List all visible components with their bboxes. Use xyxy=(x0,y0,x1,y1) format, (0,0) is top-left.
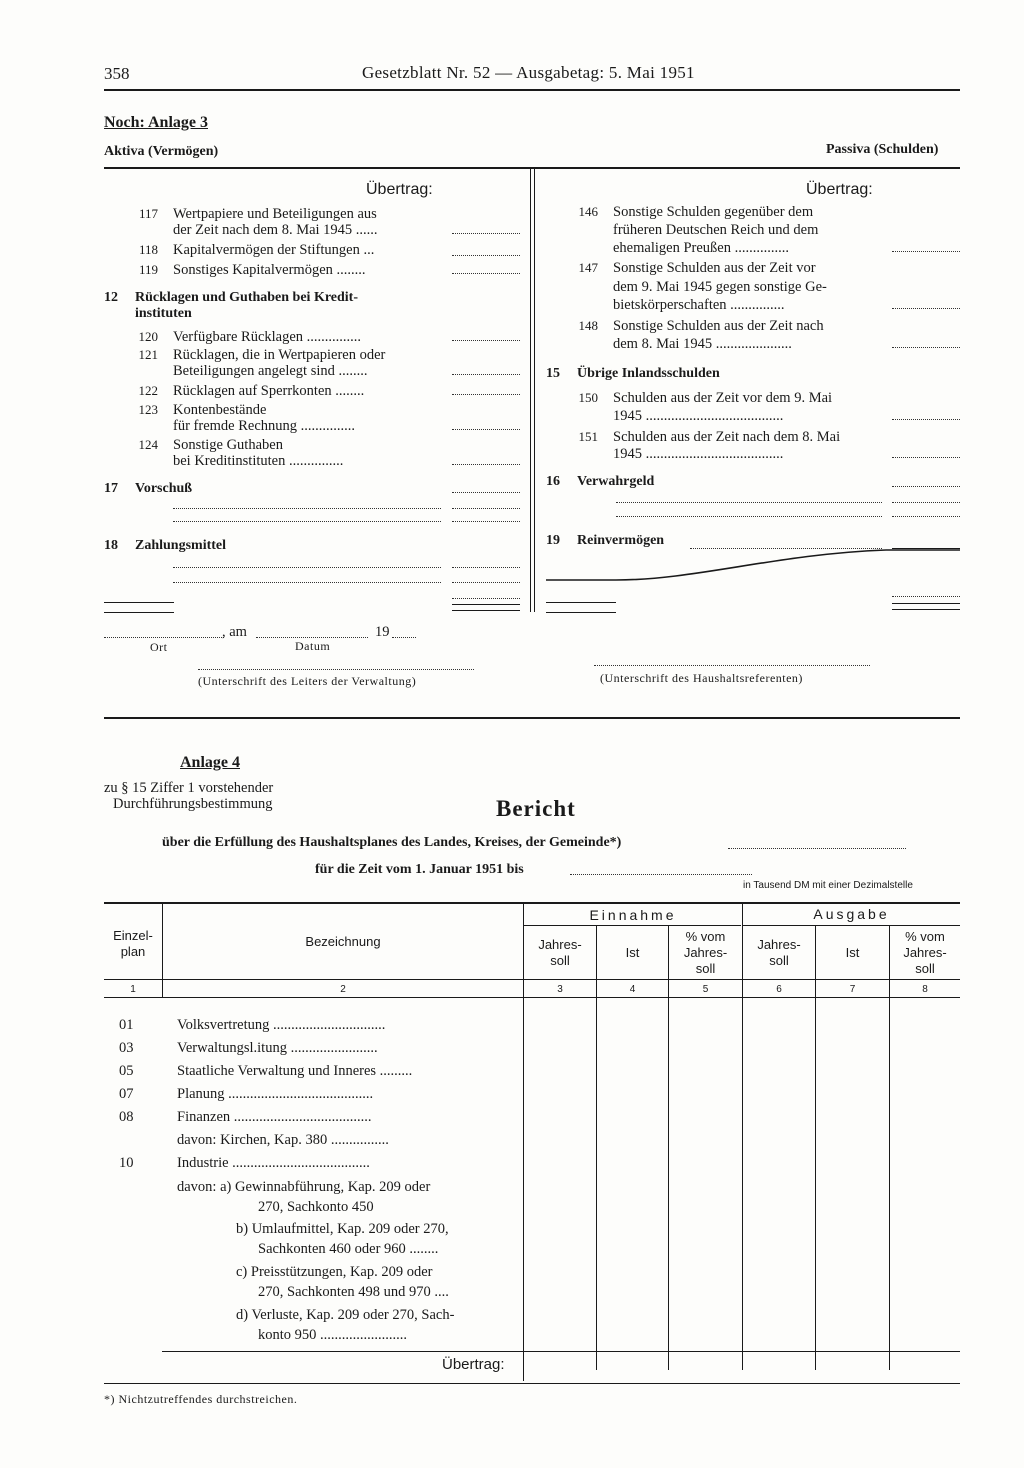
passiva-item-label-cont: dem 8. Mai 1945 ..................... xyxy=(613,336,792,352)
col-number: 4 xyxy=(629,984,636,995)
body-col-divider xyxy=(668,998,669,1370)
zahlungsmittel-line xyxy=(173,567,441,568)
amount-line xyxy=(452,508,520,509)
passiva-item-label: Sonstige Schulden aus der Zeit vor xyxy=(613,260,816,276)
body-col-divider xyxy=(596,998,597,1370)
year-field xyxy=(392,637,416,638)
einzelplan-number: 10 xyxy=(119,1155,134,1171)
passiva-section-num: 15 xyxy=(546,366,560,381)
balance-divider-left xyxy=(530,168,531,612)
vorschuss-line xyxy=(173,521,441,522)
col-header-einnahme-soll: Jahres- soll xyxy=(538,937,582,968)
amount-line xyxy=(452,233,520,234)
amount-line xyxy=(892,419,960,420)
passiva-total-rule xyxy=(546,602,616,603)
report-period: für die Zeit vom 1. Januar 1951 bis xyxy=(315,862,524,877)
passiva-item-label-cont: 1945 ...................................... xyxy=(613,408,784,424)
signature-line-left xyxy=(198,669,474,670)
col-number: 8 xyxy=(922,984,928,995)
col-header-einzelplan: Einzel- plan xyxy=(113,928,153,959)
col-number: 1 xyxy=(130,984,136,995)
aktiva-item-label: Sonstige Guthaben xyxy=(173,437,283,453)
aktiva-item-num: 120 xyxy=(138,329,158,344)
amount-line xyxy=(892,502,960,503)
passiva-total-rule xyxy=(892,603,960,604)
passiva-item-label: Schulden aus der Zeit vor dem 9. Mai xyxy=(613,390,833,406)
col-header-bezeichnung: Bezeichnung xyxy=(305,934,381,949)
signature-line-right xyxy=(594,665,870,666)
aktiva-section-num: 18 xyxy=(104,538,118,553)
einzelplan-number: 01 xyxy=(119,1017,134,1033)
passiva-item-num: 146 xyxy=(578,204,598,219)
row-label: b) Umlaufmittel, Kap. 209 oder 270, xyxy=(236,1221,449,1237)
anlage4-ref-line2: Durchführungsbestimmung xyxy=(113,796,273,812)
signature-caption-left: (Unterschrift des Leiters der Verwaltung) xyxy=(198,674,417,688)
verwahrgeld-line xyxy=(616,516,882,517)
row-label: Industrie ...................................... xyxy=(177,1155,370,1171)
amount-line xyxy=(452,567,520,568)
aktiva-section-num: 12 xyxy=(104,290,118,305)
am-label: , am xyxy=(222,624,247,640)
amount-line xyxy=(452,598,520,599)
col-header-einnahme-ist: Ist xyxy=(625,945,640,960)
amount-line xyxy=(892,596,960,597)
aktiva-label: Aktiva (Vermögen) xyxy=(104,144,219,159)
table-bottom-rule xyxy=(162,1351,960,1352)
aktiva-section-title: Vorschuß xyxy=(135,481,193,496)
balance-divider-right xyxy=(534,168,535,612)
col-header-einnahme: Einnahme xyxy=(589,907,677,923)
uebertrag-bottom: Übertrag: xyxy=(442,1356,505,1373)
uebertrag-left: Übertrag: xyxy=(366,181,433,198)
amount-line xyxy=(452,464,520,465)
col-header-ausgabe-soll: Jahres- soll xyxy=(757,937,801,968)
einzelplan-number: 05 xyxy=(119,1063,134,1079)
row-label: Finanzen ...................................... xyxy=(177,1109,372,1125)
amount-line xyxy=(452,394,520,395)
row-label: Staatliche Verwaltung und Inneres ......... xyxy=(177,1063,413,1079)
section-divider xyxy=(104,717,960,719)
aktiva-item-label: Verfügbare Rücklagen ............... xyxy=(173,329,362,345)
aktiva-section-title: Rücklagen und Guthaben bei Kredit- xyxy=(135,290,359,305)
amount-line xyxy=(892,347,960,348)
amount-line xyxy=(452,521,520,522)
passiva-item-label-cont: ehemaligen Preußen ............... xyxy=(613,240,789,256)
aktiva-item-num: 117 xyxy=(138,206,158,221)
aktiva-item-num: 118 xyxy=(138,242,158,257)
passiva-item-num: 147 xyxy=(578,260,598,275)
col-header-ausgabe: Ausgabe xyxy=(813,906,890,922)
aktiva-item-num: 121 xyxy=(138,347,158,362)
uebertrag-right: Übertrag: xyxy=(806,181,873,198)
aktiva-item-label: Rücklagen, die in Wertpapieren oder xyxy=(173,347,386,363)
aktiva-item-label-cont: für fremde Rechnung ............... xyxy=(173,418,356,434)
page-number: 358 xyxy=(104,64,130,83)
einnahme-rule xyxy=(523,925,741,926)
aktiva-item-num: 123 xyxy=(138,402,158,417)
balance-top-rule xyxy=(104,167,960,169)
datum-field xyxy=(256,637,368,638)
closing-swoosh xyxy=(546,546,960,586)
footnote: *) Nichtzutreffendes durchstreichen. xyxy=(104,1392,298,1406)
passiva-item-label-cont: dem 9. Mai 1945 gegen sonstige Ge- xyxy=(613,279,827,295)
passiva-item-label-cont: bietskörperschaften ............... xyxy=(613,297,785,313)
ort-field xyxy=(104,637,224,638)
aktiva-section-num: 17 xyxy=(104,481,118,496)
table-header-rule xyxy=(104,979,960,980)
passiva-section-num: 16 xyxy=(546,474,560,489)
anlage4-ref-line1: zu § 15 Ziffer 1 vorstehender xyxy=(104,780,274,796)
anlage4-heading: Anlage 4 xyxy=(180,754,240,771)
amount-line xyxy=(452,429,520,430)
col-header-ausgabe-ist: Ist xyxy=(845,945,860,960)
einzelplan-number: 08 xyxy=(119,1109,134,1125)
passiva-item-label-cont: früheren Deutschen Reich und dem xyxy=(613,222,819,238)
amount-line xyxy=(452,255,520,256)
zahlungsmittel-line xyxy=(173,582,441,583)
passiva-item-num: 151 xyxy=(578,429,598,444)
col-header-ausgabe-pct: % vom Jahres- soll xyxy=(903,929,947,976)
aktiva-item-num: 119 xyxy=(138,262,158,277)
row-label: davon: a) Gewinnabführung, Kap. 209 oder xyxy=(177,1179,431,1195)
passiva-total-rule xyxy=(546,612,616,613)
anlage3-heading: Noch: Anlage 3 xyxy=(104,114,208,131)
amount-line xyxy=(452,374,520,375)
col-number: 7 xyxy=(849,984,856,995)
signature-caption-right: (Unterschrift des Haushaltsreferenten) xyxy=(600,671,803,685)
ausgabe-rule xyxy=(742,925,960,926)
passiva-section-num: 19 xyxy=(546,533,560,548)
datum-caption: Datum xyxy=(295,639,331,653)
passiva-item-label: Sonstige Schulden gegenüber dem xyxy=(613,204,814,220)
row-label: Verwaltungsl.itung ........................ xyxy=(177,1040,378,1056)
aktiva-item-label: Sonstiges Kapitalvermögen ........ xyxy=(173,262,366,278)
col-number: 2 xyxy=(340,984,346,995)
report-title: Bericht xyxy=(496,796,576,821)
body-col-divider xyxy=(523,998,524,1370)
passiva-section-title: Verwahrgeld xyxy=(577,474,655,489)
passiva-item-label: Sonstige Schulden aus der Zeit nach xyxy=(613,318,824,334)
amount-line xyxy=(452,340,520,341)
einzelplan-number: 07 xyxy=(119,1086,134,1102)
page-title: Gesetzblatt Nr. 52 — Ausgabetag: 5. Mai 1951 xyxy=(362,63,695,82)
row-label: 270, Sachkonten 498 und 970 .... xyxy=(258,1284,449,1300)
header-rule xyxy=(104,89,960,91)
verwahrgeld-line xyxy=(616,502,882,503)
einzelplan-number: 03 xyxy=(119,1040,134,1056)
unit-note: in Tausend DM mit einer Dezimalstelle xyxy=(743,880,913,891)
aktiva-total-rule xyxy=(104,612,174,613)
aktiva-section-title: Zahlungsmittel xyxy=(135,538,227,553)
row-label: Sachkonten 460 oder 960 ........ xyxy=(258,1241,439,1257)
year-label: 19 xyxy=(375,624,390,640)
amount-line xyxy=(452,492,520,493)
aktiva-item-label: Kontenbestände xyxy=(173,402,267,418)
aktiva-item-num: 124 xyxy=(138,437,158,452)
table-top-rule xyxy=(104,902,960,904)
row-label: konto 950 ........................ xyxy=(258,1327,408,1343)
amount-line xyxy=(892,516,960,517)
col-number: 5 xyxy=(702,984,709,995)
body-col-divider xyxy=(889,998,890,1370)
passiva-section-title: Übrige Inlandsschulden xyxy=(577,366,720,381)
report-subtitle: über die Erfüllung des Haushaltsplanes des Landes, Kreises, der Gemeinde*) xyxy=(162,835,622,850)
row-label: Volksvertretung ............................... xyxy=(177,1017,386,1033)
ort-caption: Ort xyxy=(150,640,168,654)
col-number: 6 xyxy=(776,984,782,995)
row-label: 270, Sachkonto 450 xyxy=(258,1199,374,1215)
amount-line xyxy=(452,582,520,583)
aktiva-total-rule xyxy=(104,602,174,603)
aktiva-item-label-cont: der Zeit nach dem 8. Mai 1945 ...... xyxy=(173,222,378,238)
report-period-field xyxy=(570,874,752,875)
passiva-item-num: 150 xyxy=(578,390,598,405)
row-label: d) Verluste, Kap. 209 oder 270, Sach- xyxy=(236,1307,455,1323)
table-number-rule xyxy=(104,997,960,998)
aktiva-item-label: Kapitalvermögen der Stiftungen ... xyxy=(173,242,375,258)
body-col-divider xyxy=(742,998,743,1370)
aktiva-item-num: 122 xyxy=(138,383,158,398)
passiva-section-title: Reinvermögen xyxy=(577,533,665,548)
aktiva-total-rule xyxy=(452,604,520,605)
passiva-item-label-cont: 1945 ...................................... xyxy=(613,446,784,462)
amount-line xyxy=(452,273,520,274)
aktiva-item-label: Rücklagen auf Sperrkonten ........ xyxy=(173,383,365,399)
report-subtitle-field xyxy=(728,848,906,849)
amount-line xyxy=(892,251,960,252)
amount-line xyxy=(892,457,960,458)
passiva-item-label: Schulden aus der Zeit nach dem 8. Mai xyxy=(613,429,841,445)
col-header-einnahme-pct: % vom Jahres- soll xyxy=(683,929,728,976)
body-col-divider xyxy=(815,998,816,1370)
row-label: davon: Kirchen, Kap. 380 ................ xyxy=(177,1132,389,1148)
aktiva-item-label-cont: Beteiligungen angelegt sind ........ xyxy=(173,363,368,379)
passiva-label: Passiva (Schulden) xyxy=(826,142,939,157)
amount-line xyxy=(892,308,960,309)
table-footer-rule xyxy=(104,1383,960,1384)
passiva-item-num: 148 xyxy=(578,318,598,333)
row-label: Planung ........................................ xyxy=(177,1086,374,1102)
aktiva-item-label: Wertpapiere und Beteiligungen aus xyxy=(173,206,377,222)
row-label: c) Preisstützungen, Kap. 209 oder xyxy=(236,1264,433,1280)
amount-line xyxy=(892,486,960,487)
aktiva-section-title-cont: instituten xyxy=(135,306,192,321)
col-number: 3 xyxy=(557,984,563,995)
aktiva-total-rule xyxy=(452,610,520,611)
aktiva-item-label-cont: bei Kreditinstituten ............... xyxy=(173,453,344,469)
vorschuss-line xyxy=(173,508,441,509)
passiva-total-rule xyxy=(892,609,960,610)
